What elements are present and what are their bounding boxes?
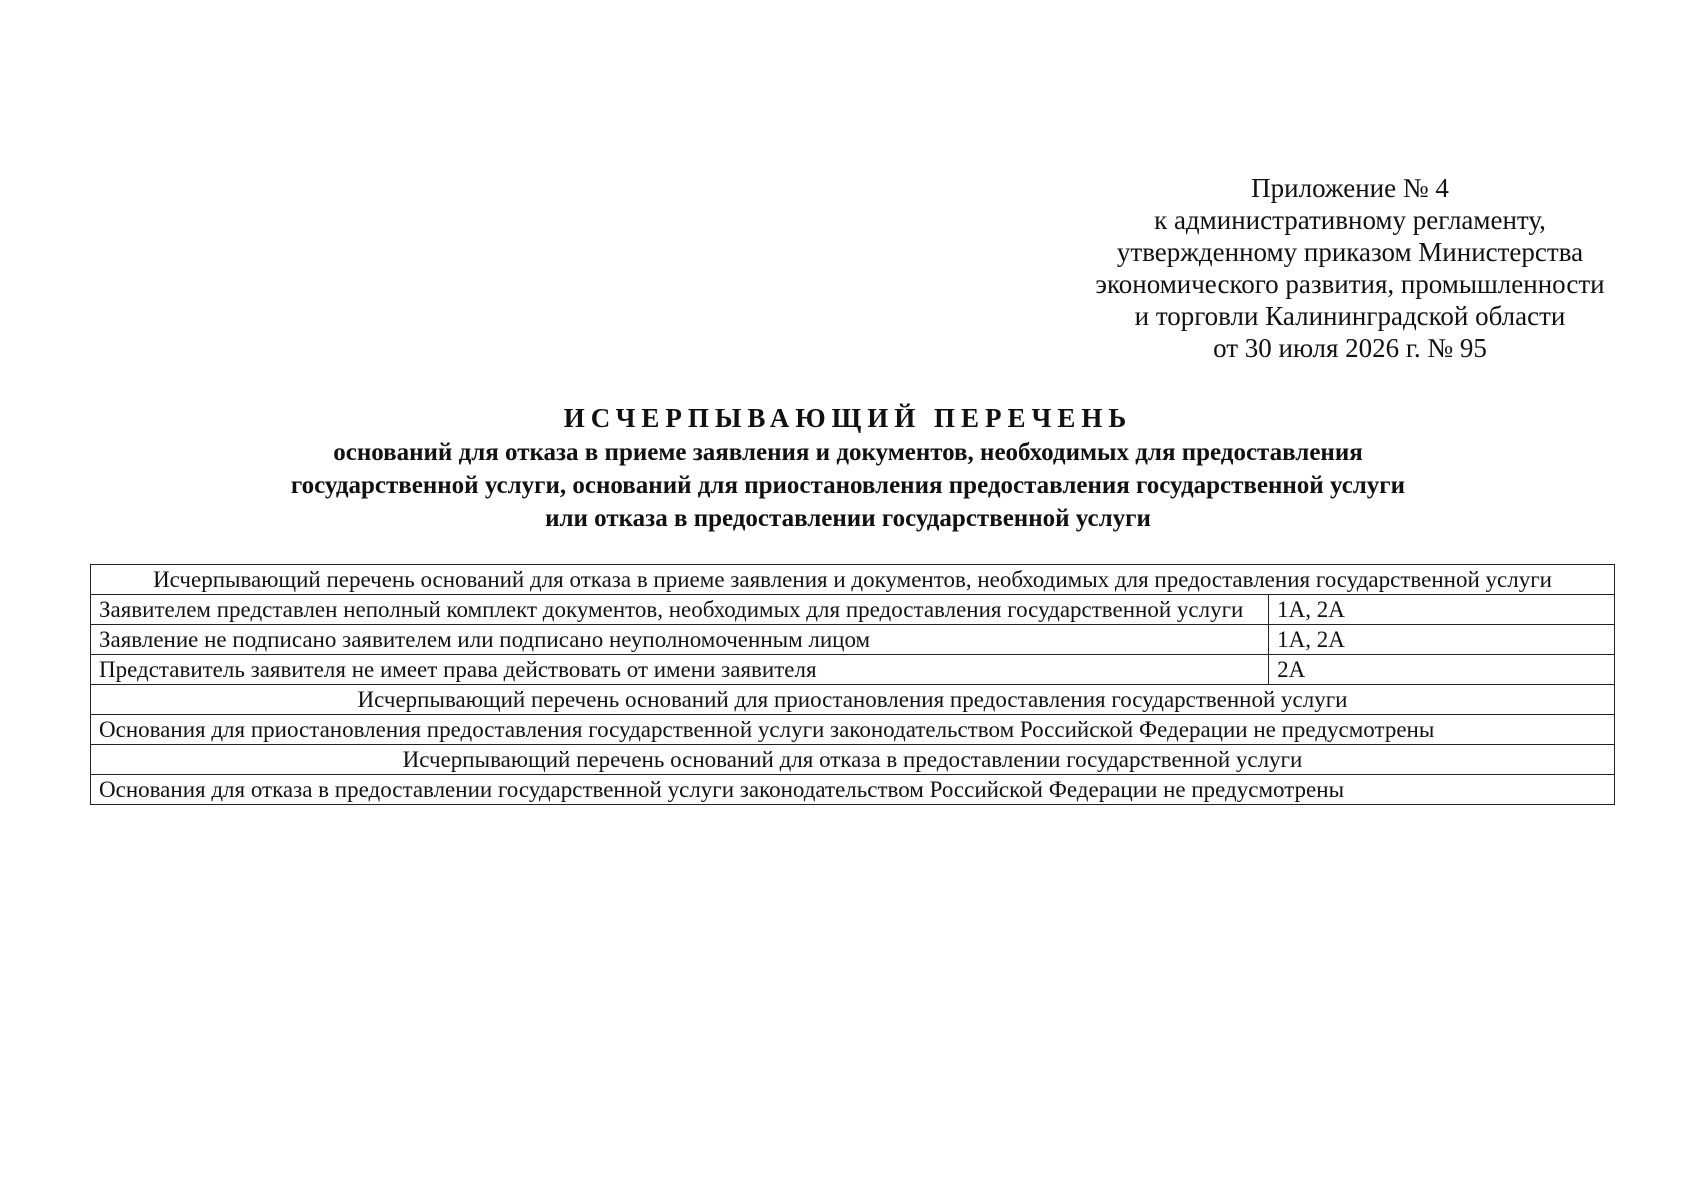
section-heading-row	[91, 565, 1615, 595]
refusal-text-cell: Основания для отказа в предоставлении государственной услуги законодательством Российской Федерации не предусмотрены	[91, 775, 1615, 805]
section-heading-row	[91, 745, 1615, 775]
table-row	[91, 775, 1615, 805]
appendix-header	[1060, 172, 1640, 364]
section-heading-refusal-service: Исчерпывающий перечень оснований для отказа в предоставлении государственной услуги	[91, 745, 1615, 775]
title-main: ИСЧЕРПЫВАЮЩИЙ ПЕРЕЧЕНЬ	[563, 403, 1133, 433]
appendix-line: к административному регламенту,	[1154, 205, 1546, 235]
appendix-line: от 30 июля 2026 г. № 95	[1213, 333, 1487, 363]
table-row	[91, 715, 1615, 745]
codes-cell: 1А, 2А	[1269, 625, 1615, 655]
appendix-line: Приложение № 4	[1251, 173, 1449, 203]
grounds-table	[90, 564, 1615, 805]
table-row	[91, 625, 1615, 655]
codes-cell: 1А, 2А	[1269, 595, 1615, 625]
table-row	[91, 655, 1615, 685]
reason-cell: Представитель заявителя не имеет права действовать от имени заявителя	[91, 655, 1269, 685]
section-heading-refusal-acceptance: Исчерпывающий перечень оснований для отказа в приеме заявления и документов, необходимых для предоставления государственной услуги	[91, 565, 1615, 595]
reason-cell: Заявление не подписано заявителем или подписано неуполномоченным лицом	[91, 625, 1269, 655]
document-title	[120, 400, 1576, 535]
codes-cell: 2А	[1269, 655, 1615, 685]
reason-cell: Заявителем представлен неполный комплект документов, необходимых для предоставления государственной услуги	[91, 595, 1269, 625]
section-heading-suspension: Исчерпывающий перечень оснований для приостановления предоставления государственной услуги	[91, 685, 1615, 715]
title-sub-line: или отказа в предоставлении государственной услуги	[545, 505, 1151, 532]
appendix-line: и торговли Калининградской области	[1134, 301, 1566, 331]
section-heading-row	[91, 685, 1615, 715]
appendix-line: утвержденному приказом Министерства	[1116, 237, 1584, 267]
title-sub-line: оснований для отказа в приеме заявления и документов, необходимых для предоставления	[333, 439, 1363, 466]
appendix-line: экономического развития, промышленности	[1095, 269, 1605, 299]
title-sub-line: государственной услуги, оснований для приостановления предоставления государственной услуги	[290, 472, 1406, 499]
table-row	[91, 595, 1615, 625]
suspension-text-cell: Основания для приостановления предоставления государственной услуги законодательством Российской Федерации не предусмотрены	[91, 715, 1615, 745]
